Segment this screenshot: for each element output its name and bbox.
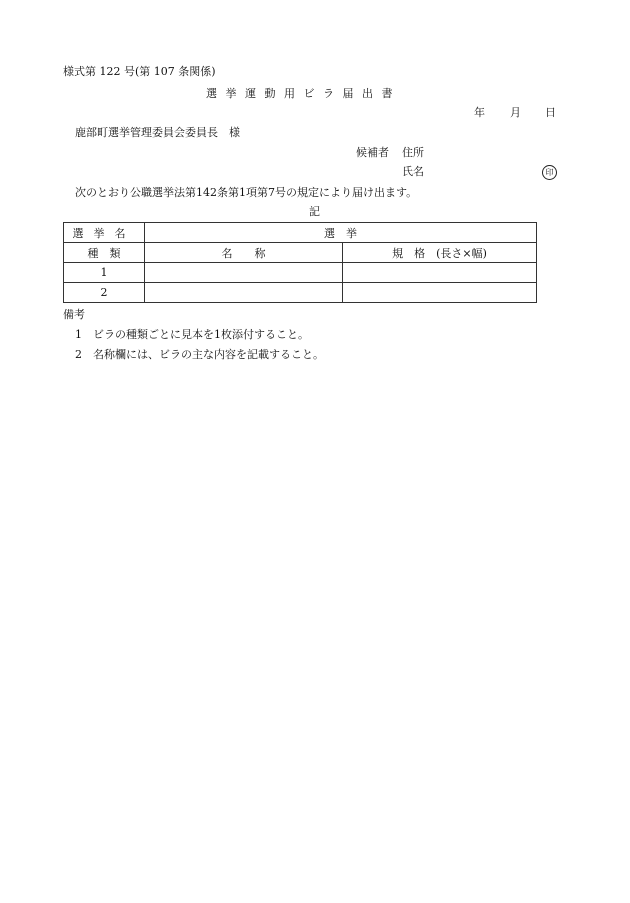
table-row bbox=[64, 283, 537, 303]
date-year-label: 年 bbox=[474, 106, 485, 119]
note-item: 1 ビラの種類ごとに見本を1枚添付すること。 bbox=[75, 328, 309, 341]
table-row bbox=[64, 263, 537, 283]
date-month-label: 月 bbox=[510, 106, 521, 119]
election-name-label: 選挙名 bbox=[64, 223, 145, 243]
address-label: 住所 bbox=[402, 146, 424, 159]
name-label: 氏名 bbox=[402, 165, 424, 178]
notes-heading: 備考 bbox=[63, 308, 85, 321]
bill-table bbox=[63, 222, 537, 303]
spec-cell[interactable] bbox=[343, 283, 537, 303]
document-title: 選挙運動用ビラ届出書 bbox=[206, 87, 401, 100]
election-value: 選 挙 bbox=[145, 223, 537, 243]
row-number: 1 bbox=[64, 263, 145, 283]
kind-header: 種 類 bbox=[64, 243, 145, 263]
table-row bbox=[64, 223, 537, 243]
note-item: 2 名称欄には、ビラの主な内容を記載すること。 bbox=[75, 348, 324, 361]
spec-cell[interactable] bbox=[343, 263, 537, 283]
spec-header: 規 格 (長さ×幅) bbox=[343, 243, 537, 263]
table-header-row bbox=[64, 243, 537, 263]
seal-mark: 印 bbox=[542, 165, 557, 180]
form-number: 様式第 122 号(第 107 条関係) bbox=[63, 65, 216, 78]
ki-label: 記 bbox=[309, 205, 320, 218]
row-number: 2 bbox=[64, 283, 145, 303]
name-cell[interactable] bbox=[145, 263, 343, 283]
name-header: 名 称 bbox=[145, 243, 343, 263]
name-cell[interactable] bbox=[145, 283, 343, 303]
body-text: 次のとおり公職選挙法第142条第1項第7号の規定により届け出ます。 bbox=[75, 186, 418, 199]
candidate-label: 候補者 bbox=[356, 146, 389, 159]
date-day-label: 日 bbox=[545, 106, 556, 119]
addressee: 鹿部町選挙管理委員会委員長 様 bbox=[75, 126, 240, 139]
